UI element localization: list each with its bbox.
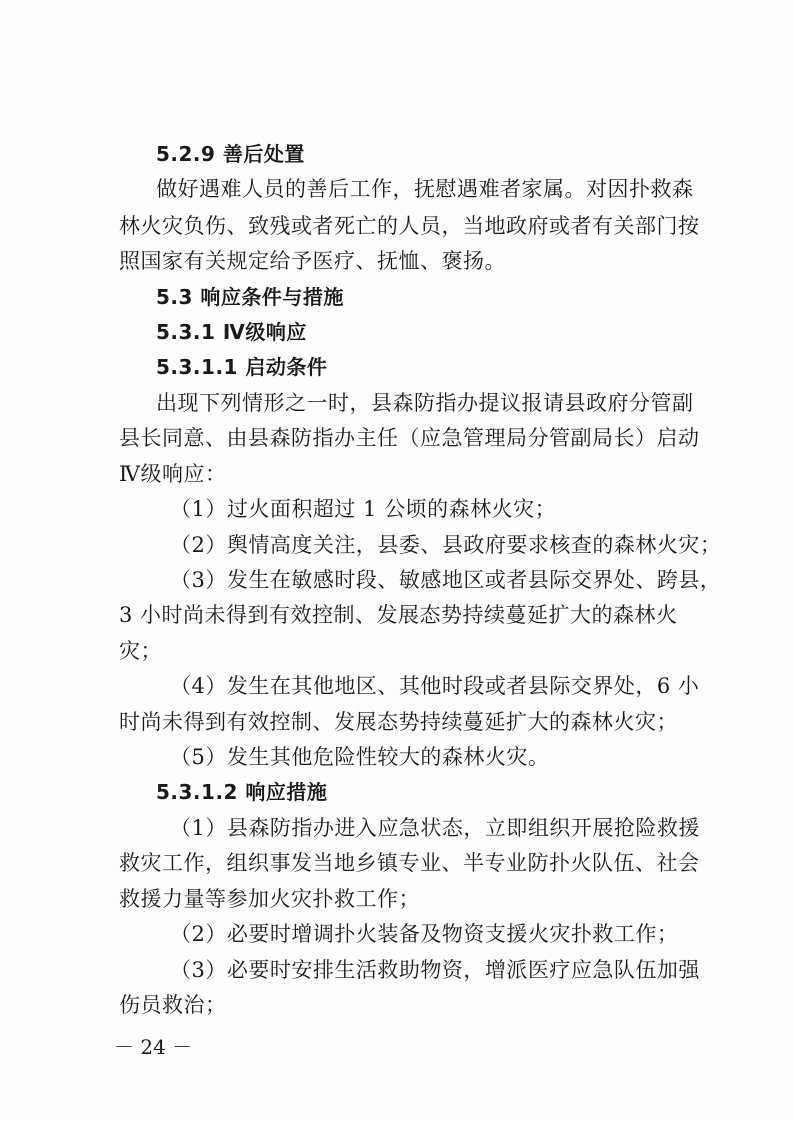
list-item-continuation: 救灾工作，组织事发当地乡镇专业、半专业防扑火队伍、社会 — [119, 851, 700, 875]
list-item-continuation: 救援力量等参加火灾扑救工作； — [119, 887, 420, 911]
list-item: （2）舆情高度关注，县委、县政府要求核查的森林火灾； — [170, 533, 722, 557]
heading-5-3-1: 5.3.1 Ⅳ级响应 — [156, 320, 307, 344]
paragraph-line: 县长同意、由县森防指办主任（应急管理局分管副局长）启动 — [119, 426, 700, 450]
list-item: （1）县森防指办进入应急状态，立即组织开展抢险救援 — [170, 816, 700, 840]
page-number: － 24 － — [114, 1035, 193, 1059]
list-item-continuation: 3 小时尚未得到有效控制、发展态势持续蔓延扩大的森林火 — [119, 603, 678, 627]
heading-5-3-1-1: 5.3.1.1 启动条件 — [156, 355, 328, 379]
heading-5-2-9: 5.2.9 善后处置 — [156, 142, 305, 166]
list-item-continuation: 灾； — [119, 639, 162, 663]
list-item: （5）发生其他危险性较大的森林火灾。 — [170, 745, 550, 769]
list-item-continuation: 时尚未得到有效控制、发展态势持续蔓延扩大的森林火灾； — [119, 710, 678, 734]
list-item: （2）必要时增调扑火装备及物资支援火灾扑救工作； — [170, 922, 679, 946]
list-item: （3）必要时安排生活救助物资，增派医疗应急队伍加强 — [170, 958, 700, 982]
paragraph-line: 出现下列情形之一时，县森防指办提议报请县政府分管副 — [156, 391, 694, 415]
paragraph-line: 林火灾负伤、致残或者死亡的人员，当地政府或者有关部门按 — [119, 214, 700, 238]
list-item: （1）过火面积超过 1 公顷的森林火灾； — [170, 497, 557, 521]
heading-5-3: 5.3 响应条件与措施 — [156, 285, 344, 309]
list-item-continuation: 伤员救治； — [119, 993, 227, 1017]
paragraph-line: Ⅳ级响应： — [119, 462, 227, 486]
paragraph-line: 做好遇难人员的善后工作，抚慰遇难者家属。对因扑救森 — [156, 177, 694, 201]
list-item: （3）发生在敏感时段、敏感地区或者县际交界处、跨县， — [170, 568, 722, 592]
list-item: （4）发生在其他地区、其他时段或者县际交界处，6 小 — [170, 674, 700, 698]
heading-5-3-1-2: 5.3.1.2 响应措施 — [156, 780, 328, 804]
paragraph-line: 照国家有关规定给予医疗、抚恤、褒扬。 — [119, 249, 506, 273]
